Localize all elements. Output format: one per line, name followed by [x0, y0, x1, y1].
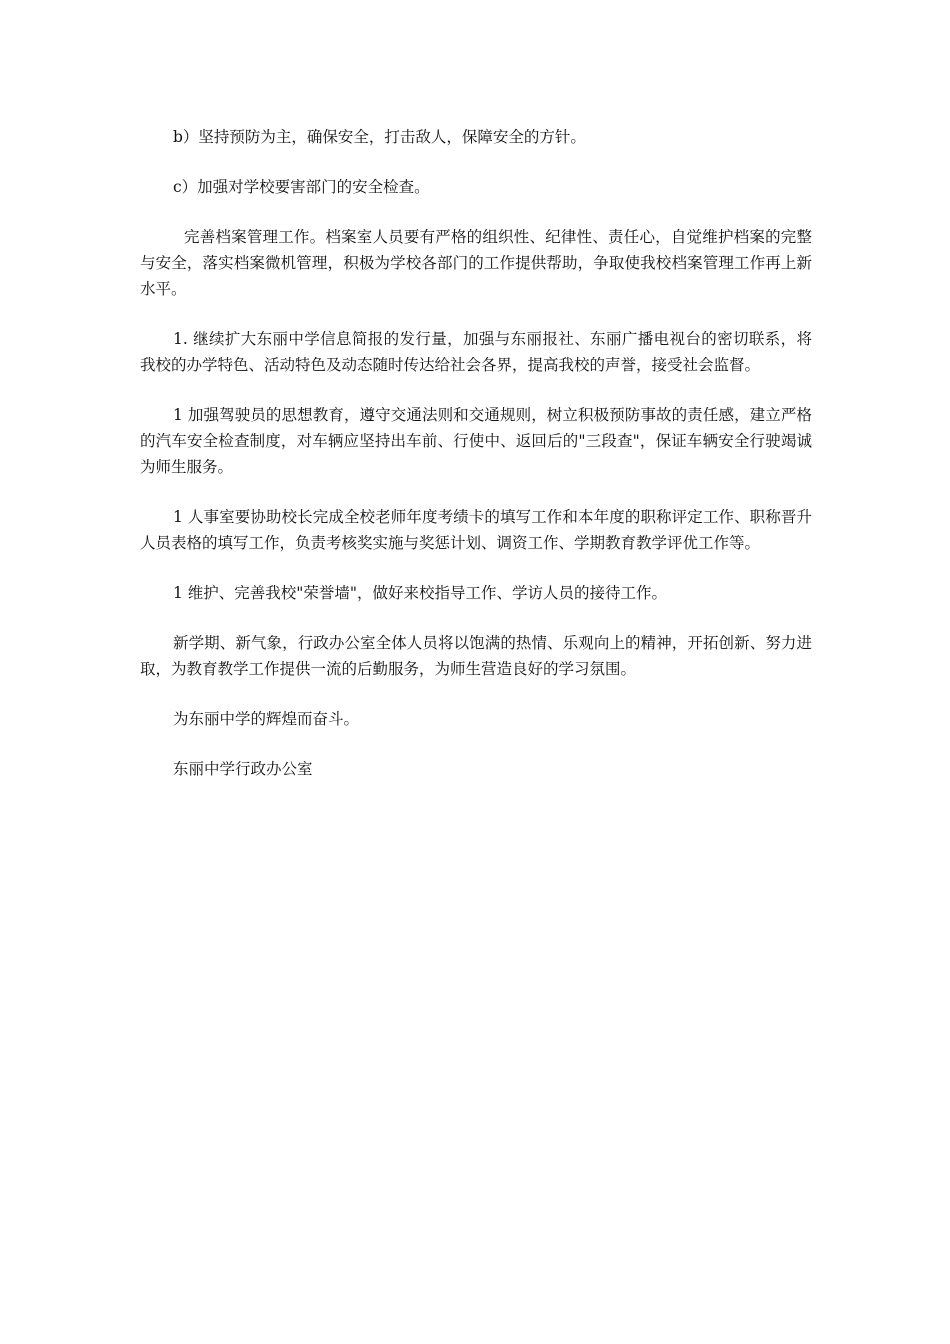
document-body: [140, 124, 812, 806]
paragraph-personnel-office: 1 人事室要协助校长完成全校老师年度考绩卡的填写工作和本年度的职称评定工作、职称晋升人员表格的填写工作，负责考核奖实施与奖惩计划、调资工作、学期教育教学评优工作等。: [140, 508, 812, 552]
paragraph-bulletin: 1. 继续扩大东丽中学信息简报的发行量，加强与东丽报社、东丽广播电视台的密切联系，将我校的办学特色、活动特色及动态随时传达给社会各界，提高我校的声誉，接受社会监督。: [140, 330, 812, 374]
paragraph-honor-wall: 1 维护、完善我校"荣誉墙"，做好来校指导工作、学访人员的接待工作。: [173, 584, 668, 602]
paragraph-signature: 东丽中学行政办公室: [173, 760, 313, 778]
paragraph-b-prevention: b）坚持预防为主，确保安全，打击敌人，保障安全的方针。: [173, 128, 586, 146]
paragraph-slogan: 为东丽中学的辉煌而奋斗。: [173, 710, 360, 728]
paragraph-new-semester: 新学期、新气象，行政办公室全体人员将以饱满的热情、乐观向上的精神，开拓创新、努力进取，为教育教学工作提供一流的后勤服务，为师生营造良好的学习氛围。: [140, 634, 812, 678]
paragraph-c-inspection: c）加强对学校要害部门的安全检查。: [173, 178, 430, 196]
paragraph-archive-management: 完善档案管理工作。档案室人员要有严格的组织性、纪律性、责任心，自觉维护档案的完整与安全，落实档案微机管理，积极为学校各部门的工作提供帮助，争取使我校档案管理工作再上新水平。: [140, 228, 812, 298]
paragraph-driver-education: 1 加强驾驶员的思想教育，遵守交通法则和交通规则，树立积极预防事故的责任感，建立严格的汽车安全检查制度，对车辆应坚持出车前、行使中、返回后的"三段查"，保证车辆安全行驶竭诚为师生服务。: [140, 406, 812, 476]
